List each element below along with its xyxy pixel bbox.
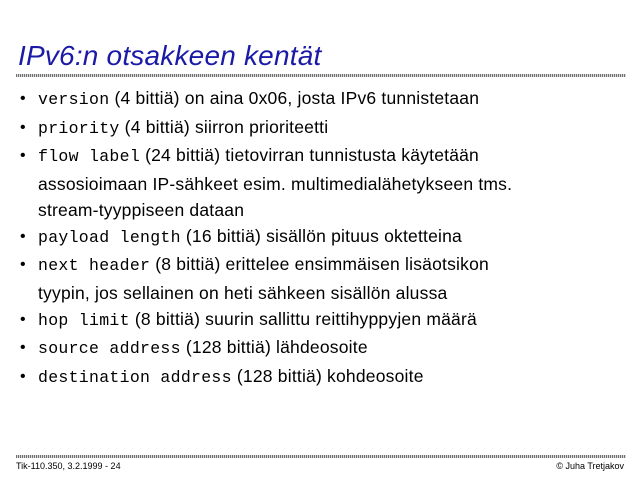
- bullet-icon: •: [20, 367, 26, 385]
- bullet-icon: •: [20, 118, 26, 136]
- field-name: next header: [38, 256, 151, 275]
- bullet-icon: •: [20, 90, 26, 107]
- footer-course-info: Tik-110.350, 3.2.1999 - 24: [16, 461, 121, 471]
- field-description-continued: tyypin, jos sellainen on heti sähkeen sisällön alussa: [38, 282, 448, 303]
- list-item: [19, 334, 629, 363]
- list-item: [19, 363, 629, 392]
- title-divider: [16, 74, 626, 77]
- bullet-icon: •: [20, 339, 26, 356]
- list-item: [19, 251, 629, 306]
- bullet-icon: •: [20, 227, 26, 245]
- footer-divider: [16, 455, 626, 458]
- field-description: (128 bittiä) lähdeosoite: [180, 337, 368, 357]
- bullet-icon: •: [20, 147, 26, 164]
- list-item: [19, 223, 629, 252]
- field-name: destination address: [38, 367, 232, 387]
- field-name: priority: [38, 118, 120, 138]
- bullet-icon: •: [20, 310, 26, 328]
- list-item: [19, 85, 629, 114]
- field-description: (8 bittiä) erittelee ensimmäisen lisäotsikon: [150, 254, 489, 274]
- footer-author: © Juha Tretjakov: [556, 461, 624, 471]
- list-item: [19, 114, 629, 143]
- field-name: payload length: [38, 227, 181, 247]
- field-name: source address: [38, 339, 181, 358]
- field-description: (16 bittiä) sisällön pituus oktetteina: [180, 225, 462, 246]
- field-description: (24 bittiä) tietovirran tunnistusta käytetään: [140, 145, 479, 165]
- field-description-continued: stream-tyyppiseen dataan: [38, 199, 245, 220]
- list-item: [19, 142, 629, 223]
- bullet-icon: •: [20, 256, 26, 273]
- list-item: [19, 306, 629, 335]
- field-name: flow label: [38, 147, 141, 166]
- field-description: (4 bittiä) on aina 0x06, josta IPv6 tunnistetaan: [109, 88, 480, 108]
- slide-title: IPv6:n otsakkeen kentät: [18, 40, 322, 71]
- field-name: version: [38, 90, 110, 109]
- field-description: (128 bittiä) kohdeosoite: [231, 365, 424, 386]
- field-description-continued: assosioimaan IP-sähkeet esim. multimedialähetykseen tms.: [38, 173, 513, 194]
- field-description: (8 bittiä) suurin sallittu reittihyppyjen määrä: [129, 308, 477, 329]
- field-list: [19, 85, 629, 391]
- field-description: (4 bittiä) siirron prioriteetti: [119, 116, 329, 137]
- field-name: hop limit: [38, 310, 130, 330]
